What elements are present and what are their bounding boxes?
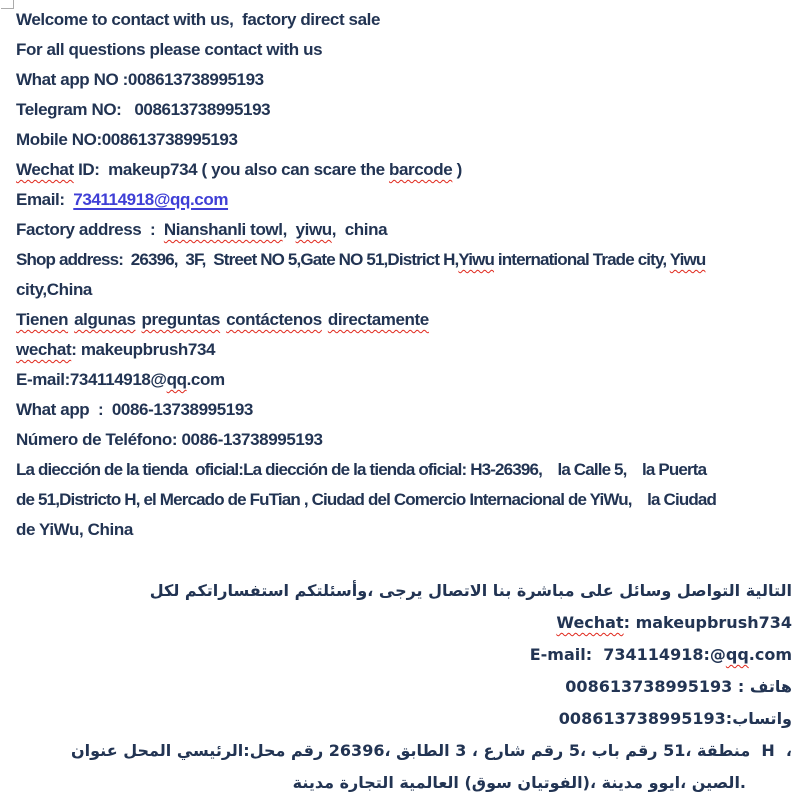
line-ar-intro: لكل‎ استفساراتكم‎ وأسئلتكم،‎ يرجى‎ الاتصال‎ بنا‎ مباشرة‎ على‎ وسائل‎ التواصل‎ التالية xyxy=(149,581,792,600)
email-label: Email: xyxy=(16,190,74,209)
shop-yiwu-word-2: Yiwu xyxy=(669,250,706,269)
line-ar-email xyxy=(16,639,792,671)
line-ar-address-2: مدينة‎ التجارة‎ العالمية‎ (سوق‎ الفوتيان)،‎ مدينة‎ ايوو،‎ الصين‎. xyxy=(292,773,746,792)
factory-address-label: Factory address : xyxy=(16,220,164,239)
wechat-handle-es: : makeupbrush734 xyxy=(71,340,216,359)
line-shop-address-wrap: city,China xyxy=(16,280,92,299)
contact-info-english-block xyxy=(16,5,798,545)
spanish-word: directamente xyxy=(327,310,429,329)
line-for-all-questions: For all questions please contact with us xyxy=(16,40,323,59)
email-ar-pre: E-mail: 734114918:@ xyxy=(529,645,726,664)
spanish-word: Tienen xyxy=(16,310,69,329)
email-ar-qq: qq xyxy=(725,645,749,664)
shop-address-text: Shop address: 26396, 3F, Street NO 5,Gate NO 51,District H, xyxy=(16,250,459,269)
line-ar-address-1: عنوان‎ المحل‎ الرئيسي‎:‎محل‎ رقم‎ 26396،‎ الطابق‎ 3‎ ،‎ شارع‎ رقم‎ 5،‎ باب‎ رقم‎ 51،‎ منطقة‎ H ، xyxy=(71,741,792,760)
wechat-id-text: ID: makeup734 ( you also can scare the xyxy=(73,160,389,179)
email-es-post: .com xyxy=(186,370,225,389)
line-wechat-es xyxy=(16,335,798,365)
spanish-word: algunas xyxy=(74,310,136,329)
wechat-id-close: ) xyxy=(452,160,462,179)
line-whatsapp-number: What app NO :008613738995193 xyxy=(16,70,264,89)
email-es-qq: qq xyxy=(166,370,187,389)
line-whatsapp-es: What app : 0086-13738995193 xyxy=(16,400,253,419)
line-wechat-id xyxy=(16,155,798,185)
email-ar-post: .com xyxy=(748,645,792,664)
wechat-word-ar: Wechat xyxy=(556,613,624,632)
factory-sep: , xyxy=(282,220,296,239)
line-shop-address xyxy=(16,245,798,275)
shop-address-mid: international Trade city, xyxy=(494,250,670,269)
line-telegram-number: Telegram NO: 008613738995193 xyxy=(16,100,271,119)
text-boundary-corner-mark xyxy=(1,0,14,9)
wechat-word: Wechat xyxy=(16,160,74,179)
line-ar-wechat xyxy=(16,607,792,639)
line-ar-phone: 008613738995193 :‎ هاتف xyxy=(565,677,792,696)
barcode-word: barcode xyxy=(388,160,453,179)
spanish-word: preguntas xyxy=(141,310,221,329)
email-link[interactable]: 734114918@qq.com xyxy=(73,190,229,209)
line-mobile-number: Mobile NO:008613738995193 xyxy=(16,130,238,149)
line-email xyxy=(16,185,798,215)
line-spanish-intro xyxy=(16,305,798,335)
line-welcome: Welcome to contact with us, factory direct sale xyxy=(16,10,381,29)
spanish-word: contáctenos xyxy=(226,310,322,329)
email-es-pre: E-mail:734114918@ xyxy=(16,370,167,389)
shop-yiwu-word: Yiwu xyxy=(458,250,495,269)
contact-info-arabic-block xyxy=(16,575,792,799)
factory-country: , china xyxy=(331,220,388,239)
line-ar-whatsapp: 008613738995193:‎واتساب xyxy=(558,709,792,728)
factory-name: Nianshanli towl xyxy=(163,220,283,239)
wechat-word-es: wechat xyxy=(16,340,72,359)
line-direccion-1: La diección de la tienda oficial:La diección de la tienda oficial: H3-26396, la Calle 5, la Puerta xyxy=(16,460,707,479)
line-factory-address xyxy=(16,215,798,245)
factory-city: yiwu xyxy=(295,220,332,239)
wechat-handle-ar: : makeupbrush734 xyxy=(623,613,792,632)
line-direccion-3: de YiWu, China xyxy=(16,520,133,539)
line-direccion-2: de 51,Districto H, el Mercado de FuTian , Ciudad del Comercio Internacional de YiWu, la Ciudad xyxy=(16,490,717,509)
line-numero-telefono: Número de Teléfono: 0086-13738995193 xyxy=(16,430,323,449)
line-email-es xyxy=(16,365,798,395)
